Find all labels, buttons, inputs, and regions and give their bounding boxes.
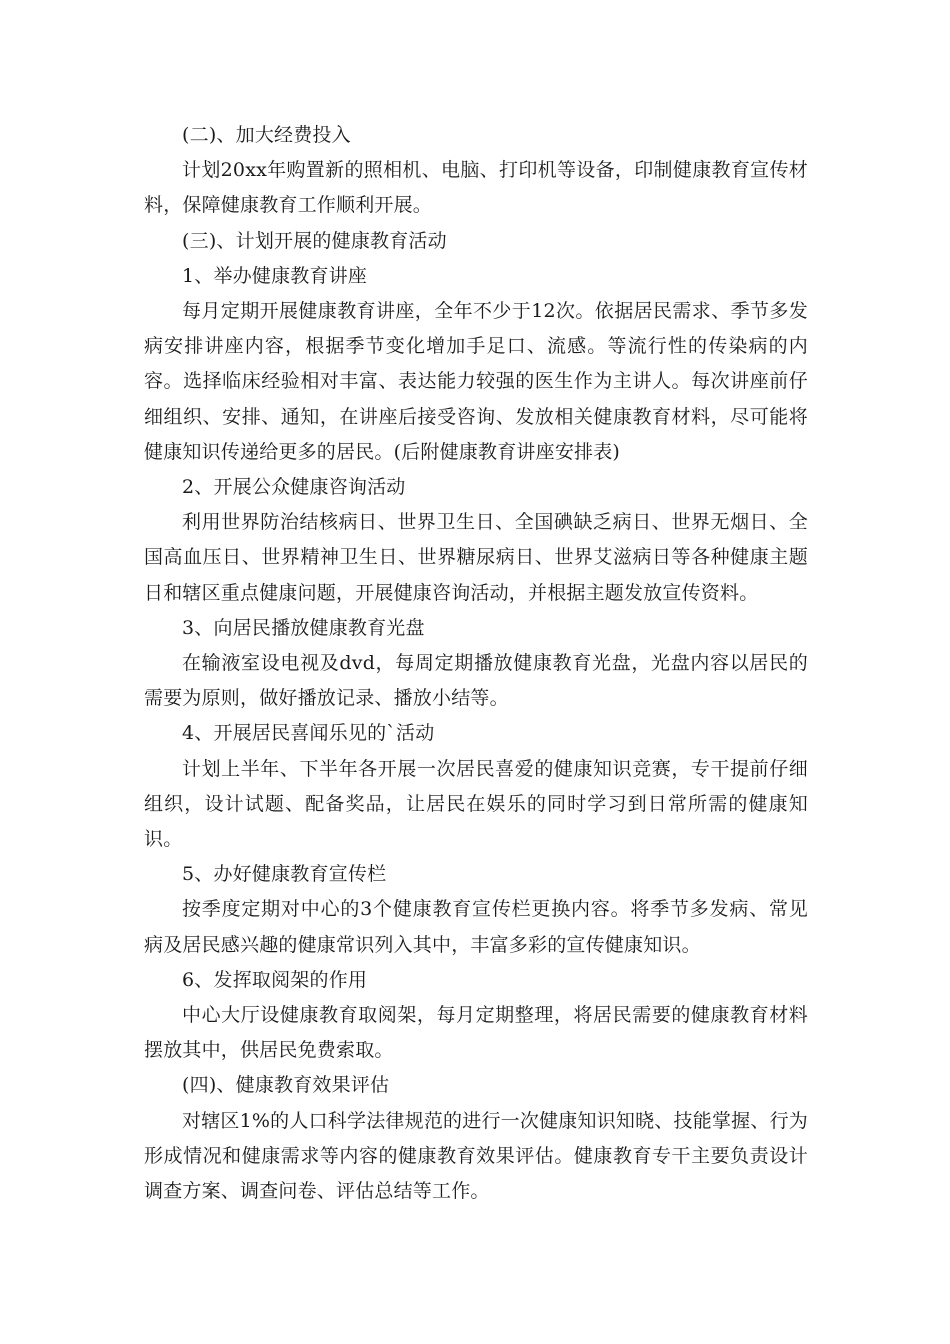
- body-paragraph: 利用世界防治结核病日、世界卫生日、全国碘缺乏病日、世界无烟日、全国高血压日、世界精神卫生日、世界糖尿病日、世界艾滋病日等各种健康主题日和辖区重点健康问题，开展健康咨询活动，并根据主题发放宣传资料。: [144, 511, 808, 604]
- item-heading-bulletin: 5、办好健康教育宣传栏: [182, 863, 387, 886]
- body-paragraph: 对辖区1%的人口科学法律规范的进行一次健康知识知晓、技能掌握、行为形成情况和健康需求等内容的健康教育效果评估。健康教育专干主要负责设计调查方案、调查问卷、评估总结等工作。: [144, 1109, 808, 1203]
- body-paragraph: 每月定期开展健康教育讲座，全年不少于12次。依据居民需求、季节多发病安排讲座内容，根据季节变化增加手足口、流感。等流行性的传染病的内容。选择临床经验相对丰富、表达能力较强的医生作为主讲人。每次讲座前仔细组织、安排、通知，在讲座后接受咨询、发放相关健康教育材料，尽可能将健康知识传递给更多的居民。(后附健康教育讲座安排表): [144, 300, 808, 463]
- body-paragraph: 计划上半年、下半年各开展一次居民喜爱的健康知识竞赛，专干提前仔细组织，设计试题、配备奖品，让居民在娱乐的同时学习到日常所需的健康知识。: [144, 757, 808, 851]
- section-heading-funding: (二)、加大经费投入: [182, 124, 351, 146]
- item-heading-disc: 3、向居民播放健康教育光盘: [182, 616, 425, 639]
- item-heading-lectures: 1、举办健康教育讲座: [182, 264, 368, 287]
- item-heading-events: 4、开展居民喜闻乐见的`活动: [182, 722, 435, 745]
- body-paragraph: 计划20xx年购置新的照相机、电脑、打印机等设备，印制健康教育宣传材料，保障健康教育工作顺利开展。: [144, 159, 808, 217]
- body-paragraph: 中心大厅设健康教育取阅架，每月定期整理，将居民需要的健康教育材料摆放其中，供居民免费索取。: [144, 1004, 808, 1062]
- document-body: [144, 118, 808, 1209]
- body-paragraph: 按季度定期对中心的3个健康教育宣传栏更换内容。将季节多发病、常见病及居民感兴趣的健康常识列入其中，丰富多彩的宣传健康知识。: [144, 898, 808, 956]
- section-heading-evaluation: (四)、健康教育效果评估: [182, 1074, 390, 1097]
- body-paragraph: 在输液室设电视及dvd，每周定期播放健康教育光盘，光盘内容以居民的需要为原则，做好播放记录、播放小结等。: [144, 652, 808, 710]
- item-heading-consultation: 2、开展公众健康咨询活动: [182, 476, 406, 499]
- section-heading-activities: (三)、计划开展的健康教育活动: [182, 229, 447, 252]
- item-heading-rack: 6、发挥取阅架的作用: [182, 968, 368, 991]
